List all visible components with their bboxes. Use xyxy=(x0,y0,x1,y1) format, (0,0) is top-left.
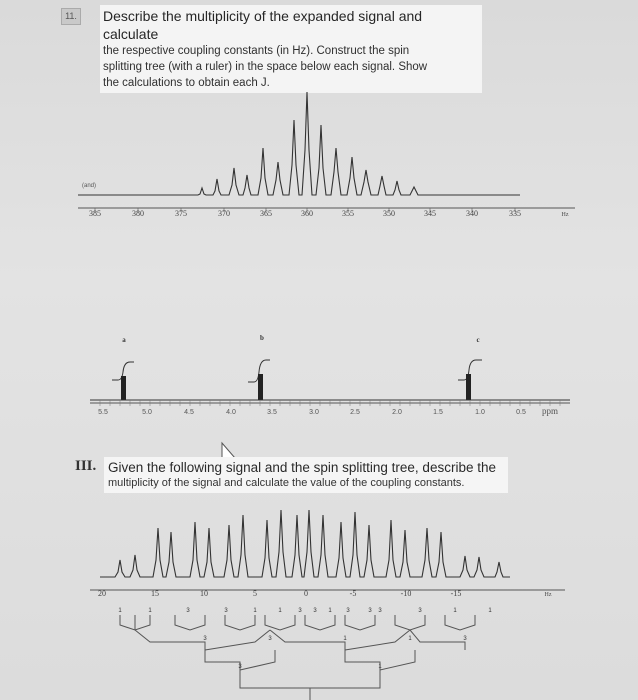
question-2-text xyxy=(104,457,508,493)
spectrum-3-tick-label: 0 xyxy=(304,589,308,598)
spectrum-2-tick-label: 4.0 xyxy=(226,409,236,416)
spectrum-2-tick-label: 0.5 xyxy=(516,409,526,416)
spectrum-2-tick-label: 4.5 xyxy=(184,409,194,416)
tree-label: 1 xyxy=(408,636,412,642)
spectrum-1-trace xyxy=(78,92,520,195)
splitting-tree xyxy=(120,615,475,700)
tree-label: 3 xyxy=(238,664,242,670)
spectrum-3-trace xyxy=(100,510,510,577)
tree-label: 3 xyxy=(203,636,207,642)
spectrum-1-tick-label: 360 xyxy=(301,209,313,218)
tree-label: 3 xyxy=(378,608,382,614)
spectrum-2-peaks xyxy=(121,374,471,400)
tree-label: 3 xyxy=(368,608,372,614)
tree-label: 1 xyxy=(488,608,492,614)
spectrum-1-tick-label: 350 xyxy=(383,209,395,218)
spectrum-3-tick-label: -15 xyxy=(450,589,462,598)
spectrum-2-tick-label: 2.5 xyxy=(350,409,360,416)
spectrum-1-tick-label: 375 xyxy=(175,209,187,218)
spectrum-3-tick-label: 10 xyxy=(200,589,208,598)
spectrum-3-tick-label: 5 xyxy=(253,589,257,598)
question-number: 11. xyxy=(61,8,81,25)
spectrum-3-tick-label: 15 xyxy=(151,589,159,598)
spectrum-1-tick-label: 345 xyxy=(424,209,436,218)
spectrum-1-left-label: (and) xyxy=(82,183,97,189)
spectrum-2-tick-label: 3.5 xyxy=(267,409,277,416)
spectrum-2-tick-label: 3.0 xyxy=(309,409,319,416)
tree-label: 3 xyxy=(313,608,317,614)
spectrum-2-tick-label: 5.0 xyxy=(142,409,152,416)
tree-label: 3 xyxy=(224,608,228,614)
spectrum-2-unit: ppm xyxy=(541,406,559,416)
tree-label: 3 xyxy=(418,608,422,614)
tree-label: 1 xyxy=(328,608,332,614)
spectrum-1-unit: Hz xyxy=(561,212,569,218)
tree-label: 1 xyxy=(378,664,382,670)
spectrum-2-tick-label: 2.0 xyxy=(392,409,402,416)
spectrum-2-tick-label: 5.5 xyxy=(98,409,108,416)
spectrum-3-tick-label: -5 xyxy=(349,589,357,598)
tree-label: 1 xyxy=(148,608,152,614)
tree-label: 1 xyxy=(453,608,457,614)
integration-curves xyxy=(112,360,482,382)
peak-label-b: b xyxy=(260,334,264,342)
question-1-title: Describe the multiplicity of the expanded signal and calculate xyxy=(103,8,423,42)
question-2-number: III. xyxy=(75,458,97,474)
tree-label: 3 xyxy=(186,608,190,614)
tree-label: 1 xyxy=(343,636,347,642)
tree-label: 3 xyxy=(346,608,350,614)
question-2-line-1: Given the following signal and the spin splitting tree, describe the xyxy=(108,460,496,475)
spectrum-1-tick-label: 385 xyxy=(89,209,101,218)
spectrum-3-unit: Hz xyxy=(544,592,552,598)
question-1-line-2: the respective coupling constants (in Hz). Construct the spin xyxy=(103,45,410,57)
spectrum-1-tick-label: 355 xyxy=(342,209,354,218)
question-2-line-2: multiplicity of the signal and calculate the value of the coupling constants. xyxy=(108,477,465,489)
tree-label: 1 xyxy=(278,608,282,614)
tree-label: 1 xyxy=(253,608,257,614)
question-1-line-4: the calculations to obtain each J. xyxy=(103,77,270,89)
tree-label: 3 xyxy=(268,636,272,642)
spectrum-3-tick-label: -10 xyxy=(400,589,412,598)
peak-label-a: a xyxy=(122,336,126,344)
tree-label: 3 xyxy=(463,636,467,642)
peak-label-c: c xyxy=(476,336,480,344)
spectrum-1-tick-label: 365 xyxy=(260,209,272,218)
spectrum-1-tick-label: 380 xyxy=(132,209,144,218)
spectrum-1-tick-label: 340 xyxy=(466,209,478,218)
spectrum-3-tick-label: 20 xyxy=(98,589,106,598)
spectrum-2-tick-label: 1.5 xyxy=(433,409,443,416)
spectrum-2-tick-label: 1.0 xyxy=(475,409,485,416)
spectrum-1-tick-label: 335 xyxy=(509,209,521,218)
spectrum-1-tick-label: 370 xyxy=(218,209,230,218)
tree-label: 1 xyxy=(118,608,122,614)
tree-label: 3 xyxy=(298,608,302,614)
question-1-line-3: splitting tree (with a ruler) in the space below each signal. Show xyxy=(103,61,428,73)
